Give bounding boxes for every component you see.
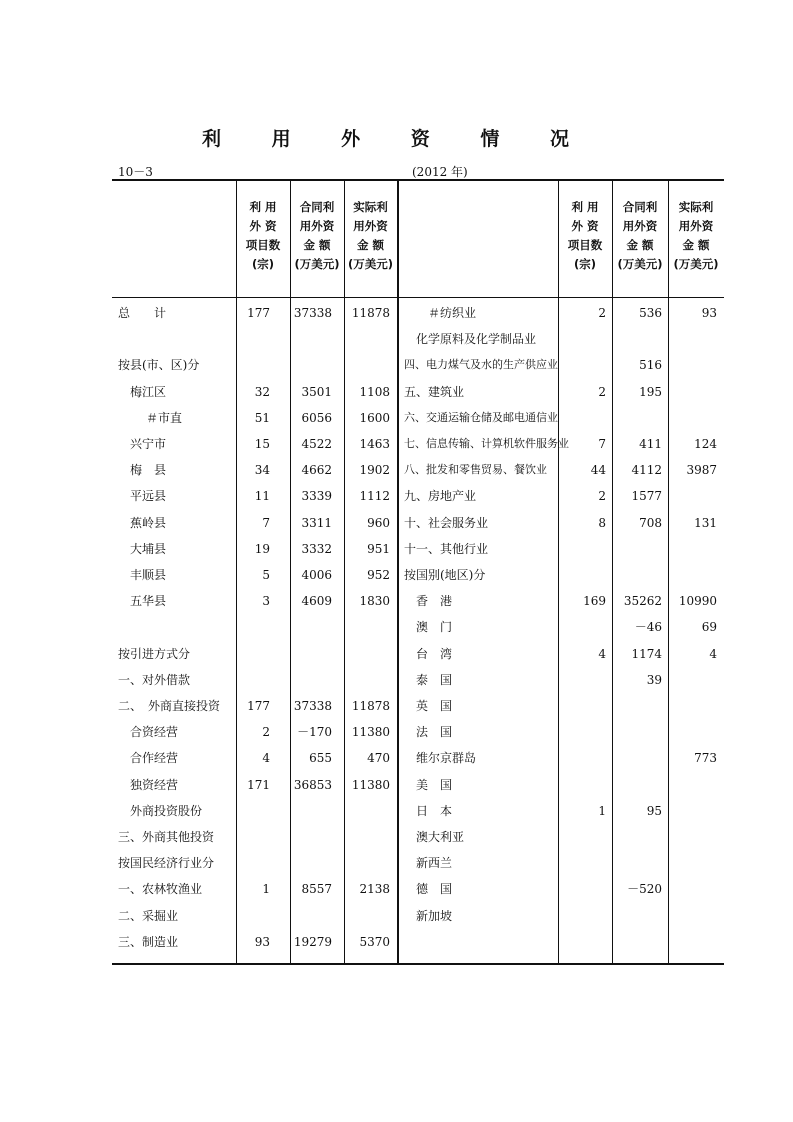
right-row-label: 香 港 bbox=[416, 594, 453, 608]
right-contract-value: 1577 bbox=[631, 489, 662, 503]
left-contract-value: 4522 bbox=[301, 437, 332, 451]
right-row-label: 五、建筑业 bbox=[404, 385, 465, 399]
left-row-label: 合资经营 bbox=[130, 725, 179, 739]
left-projects-value: 32 bbox=[254, 385, 270, 399]
left-actual-value: 1463 bbox=[359, 437, 390, 451]
right-contract-value: 411 bbox=[639, 437, 662, 451]
left-contract-value: 37338 bbox=[293, 306, 332, 320]
left-row-label: 三、外商其他投资 bbox=[118, 830, 215, 844]
right-contract-value: 195 bbox=[639, 385, 662, 399]
right-projects-value: 8 bbox=[598, 516, 606, 530]
left-actual-value: 952 bbox=[367, 568, 390, 582]
left-contract-value: 4006 bbox=[301, 568, 332, 582]
header-actual-right: 实际利 用外资 金 额 (万美元) bbox=[673, 200, 719, 271]
right-projects-value: 2 bbox=[598, 489, 606, 503]
left-actual-value: 1902 bbox=[359, 463, 390, 477]
right-row-label: 十、社会服务业 bbox=[404, 516, 489, 530]
right-contract-value: 1174 bbox=[631, 647, 662, 661]
header-projects-left: 利 用 外 资 项目数 (宗) bbox=[245, 200, 281, 271]
left-projects-value: 3 bbox=[262, 594, 270, 608]
left-row-label: 独资经营 bbox=[130, 778, 179, 792]
left-row-label: 兴宁市 bbox=[130, 437, 167, 451]
left-row-label: 按引进方式分 bbox=[118, 647, 191, 661]
right-row-label: 八、批发和零售贸易、餐饮业 bbox=[404, 463, 547, 476]
table-bottom-rule bbox=[112, 963, 724, 965]
right-projects-value: 4 bbox=[598, 647, 606, 661]
left-row-label: 总 计 bbox=[118, 306, 167, 320]
left-actual-value: 470 bbox=[367, 751, 390, 765]
right-actual-value: 773 bbox=[694, 751, 717, 765]
right-row-label: 新加坡 bbox=[416, 909, 453, 923]
left-actual-value: 11878 bbox=[351, 306, 390, 320]
table-header-rule bbox=[112, 297, 724, 298]
header-actual-left: 实际利 用外资 金 额 (万美元) bbox=[347, 200, 393, 271]
left-actual-value: 951 bbox=[367, 542, 390, 556]
column-divider bbox=[668, 181, 669, 963]
table-code: 10－3 bbox=[118, 165, 153, 179]
left-projects-value: 19 bbox=[254, 542, 270, 556]
right-projects-value: 1 bbox=[598, 804, 606, 818]
right-row-label: ＃纺织业 bbox=[428, 306, 477, 320]
right-row-label: 化学原料及化学制品业 bbox=[416, 332, 537, 346]
right-actual-value: 10990 bbox=[678, 594, 717, 608]
right-actual-value: 3987 bbox=[686, 463, 717, 477]
right-row-label: 十一、其他行业 bbox=[404, 542, 489, 556]
right-contract-value: 4112 bbox=[631, 463, 662, 477]
year-label: (2012 年) bbox=[412, 165, 468, 179]
left-row-label: 五华县 bbox=[130, 594, 167, 608]
left-row-label: 二、 外商直接投资 bbox=[118, 699, 221, 713]
left-actual-value: 11380 bbox=[351, 725, 390, 739]
right-actual-value: 124 bbox=[694, 437, 717, 451]
right-row-label: 台 湾 bbox=[416, 647, 453, 661]
header-contract-left: 合同利 用外资 金 额 (万美元) bbox=[294, 200, 340, 271]
left-row-label: 一、农林牧渔业 bbox=[118, 882, 203, 896]
right-row-label: 六、交通运输仓储及邮电通信业 bbox=[404, 411, 558, 424]
right-row-label: 七、信息传输、计算机软件服务业 bbox=[404, 437, 569, 450]
left-projects-value: 11 bbox=[254, 489, 270, 503]
left-contract-value: 37338 bbox=[293, 699, 332, 713]
left-projects-value: 34 bbox=[254, 463, 270, 477]
left-projects-value: 5 bbox=[262, 568, 270, 582]
left-projects-value: 1 bbox=[262, 882, 270, 896]
right-contract-value: －46 bbox=[634, 620, 662, 634]
right-projects-value: 169 bbox=[583, 594, 606, 608]
right-projects-value: 44 bbox=[590, 463, 606, 477]
left-actual-value: 1600 bbox=[359, 411, 390, 425]
left-contract-value: 3311 bbox=[301, 516, 332, 530]
right-contract-value: 708 bbox=[639, 516, 662, 530]
right-contract-value: 39 bbox=[646, 673, 662, 687]
right-row-label: 按国别(地区)分 bbox=[404, 568, 486, 582]
right-actual-value: 93 bbox=[701, 306, 717, 320]
left-projects-value: 7 bbox=[262, 516, 270, 530]
left-contract-value: 3339 bbox=[301, 489, 332, 503]
left-contract-value: 655 bbox=[309, 751, 332, 765]
left-row-label: 大埔县 bbox=[130, 542, 167, 556]
left-row-label: 三、制造业 bbox=[118, 935, 179, 949]
left-contract-value: 8557 bbox=[301, 882, 332, 896]
left-contract-value: 3501 bbox=[301, 385, 332, 399]
left-actual-value: 5370 bbox=[359, 935, 390, 949]
right-row-label: 澳大利亚 bbox=[416, 830, 465, 844]
left-contract-value: 4609 bbox=[301, 594, 332, 608]
left-row-label: 梅 县 bbox=[130, 463, 167, 477]
right-contract-value: 536 bbox=[639, 306, 662, 320]
left-actual-value: 11878 bbox=[351, 699, 390, 713]
right-row-label: 日 本 bbox=[416, 804, 453, 818]
right-projects-value: 7 bbox=[598, 437, 606, 451]
right-contract-value: 516 bbox=[639, 358, 662, 372]
left-actual-value: 960 bbox=[367, 516, 390, 530]
left-row-label: ＃市直 bbox=[146, 411, 183, 425]
left-row-label: 丰顺县 bbox=[130, 568, 167, 582]
right-row-label: 澳 门 bbox=[416, 620, 453, 634]
left-row-label: 二、采掘业 bbox=[118, 909, 179, 923]
right-projects-value: 2 bbox=[598, 385, 606, 399]
right-row-label: 维尔京群岛 bbox=[416, 751, 477, 765]
right-contract-value: 95 bbox=[646, 804, 662, 818]
left-projects-value: 177 bbox=[247, 699, 270, 713]
right-row-label: 法 国 bbox=[416, 725, 453, 739]
right-row-label: 泰 国 bbox=[416, 673, 453, 687]
right-row-label: 美 国 bbox=[416, 778, 453, 792]
right-row-label: 四、电力煤气及水的生产供应业 bbox=[404, 358, 558, 371]
left-row-label: 按县(市、区)分 bbox=[118, 358, 200, 372]
left-contract-value: 36853 bbox=[293, 778, 332, 792]
right-row-label: 九、房地产业 bbox=[404, 489, 477, 503]
column-divider bbox=[612, 181, 613, 963]
left-projects-value: 171 bbox=[247, 778, 270, 792]
left-actual-value: 2138 bbox=[359, 882, 390, 896]
left-projects-value: 15 bbox=[254, 437, 270, 451]
left-contract-value: 6056 bbox=[301, 411, 332, 425]
left-projects-value: 2 bbox=[262, 725, 270, 739]
left-row-label: 按国民经济行业分 bbox=[118, 856, 215, 870]
column-divider bbox=[558, 181, 559, 963]
header-projects-right: 利 用 外 资 项目数 (宗) bbox=[567, 200, 603, 271]
left-row-label: 外商投资股份 bbox=[130, 804, 203, 818]
header-contract-right: 合同利 用外资 金 额 (万美元) bbox=[617, 200, 663, 271]
left-actual-value: 1830 bbox=[359, 594, 390, 608]
left-row-label: 平远县 bbox=[130, 489, 167, 503]
left-contract-value: 4662 bbox=[301, 463, 332, 477]
left-row-label: 梅江区 bbox=[130, 385, 167, 399]
right-contract-value: 35262 bbox=[623, 594, 662, 608]
section-divider bbox=[397, 181, 399, 963]
right-actual-value: 131 bbox=[694, 516, 717, 530]
right-projects-value: 2 bbox=[598, 306, 606, 320]
left-actual-value: 11380 bbox=[351, 778, 390, 792]
right-contract-value: －520 bbox=[627, 882, 662, 896]
left-actual-value: 1112 bbox=[359, 489, 390, 503]
left-projects-value: 177 bbox=[247, 306, 270, 320]
left-projects-value: 93 bbox=[254, 935, 270, 949]
left-contract-value: －170 bbox=[297, 725, 332, 739]
left-contract-value: 3332 bbox=[301, 542, 332, 556]
right-actual-value: 4 bbox=[709, 647, 717, 661]
left-projects-value: 51 bbox=[254, 411, 270, 425]
left-actual-value: 1108 bbox=[359, 385, 390, 399]
left-contract-value: 19279 bbox=[293, 935, 332, 949]
left-row-label: 蕉岭县 bbox=[130, 516, 167, 530]
right-row-label: 德 国 bbox=[416, 882, 453, 896]
right-actual-value: 69 bbox=[701, 620, 717, 634]
left-row-label: 合作经营 bbox=[130, 751, 179, 765]
right-row-label: 新西兰 bbox=[416, 856, 453, 870]
right-row-label: 英 国 bbox=[416, 699, 453, 713]
table-top-rule bbox=[112, 179, 724, 181]
page-title: 利 用 外 资 情 况 bbox=[201, 128, 592, 150]
left-projects-value: 4 bbox=[262, 751, 270, 765]
left-row-label: 一、对外借款 bbox=[118, 673, 191, 687]
